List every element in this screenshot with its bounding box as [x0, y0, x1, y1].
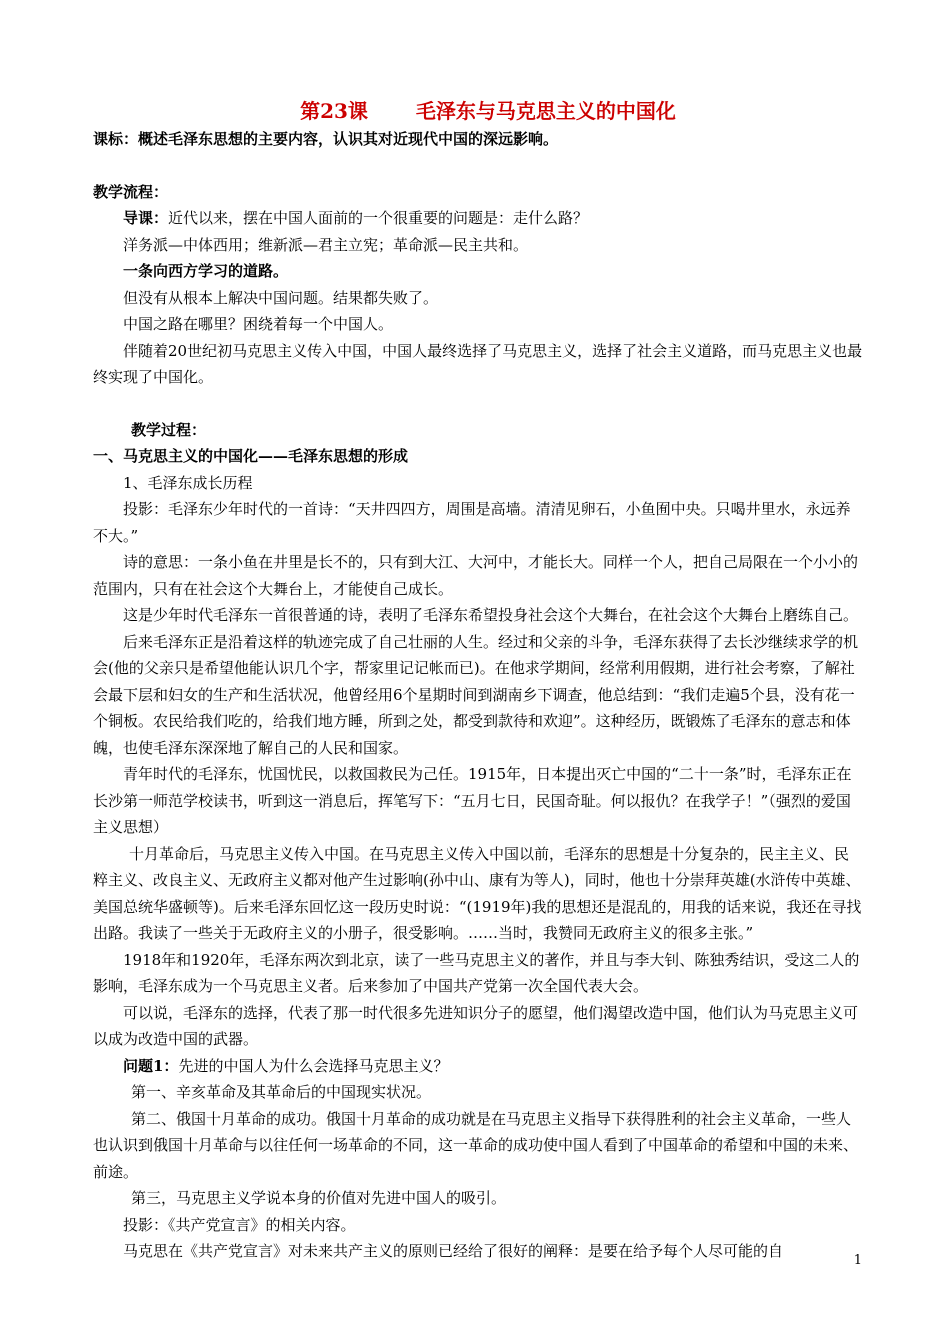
- projection-line: 投影：《共产党宣言》的相关内容。: [123, 1215, 356, 1234]
- where-line: 中国之路在哪里？困绕着每一个中国人。: [123, 315, 394, 333]
- answer-1: 第一、辛亥革命及其革命后的中国现实状况。: [131, 1083, 432, 1101]
- section-heading-1: 一、马克思主义的中国化——毛泽东思想的形成: [93, 447, 409, 465]
- youth-paragraph: 青年时代的毛泽东，忧国忧民，以救国救民为己任。1915年，日本提出灭亡中国的“二十一条”时，毛泽东正在长沙第一师范学校读书，听到这一消息后，挥笔写下：“五月七日，民国奇耻。何以报仇？在我学子！”（强烈的爱国主义思想）: [93, 765, 852, 836]
- question-1-label: 问题1：: [123, 1056, 179, 1075]
- process-heading: 教学过程：: [131, 420, 207, 439]
- subsection-1: 1、毛泽东成长历程: [123, 473, 253, 492]
- poem-paragraph: 投影：毛泽东少年时代的一首诗：“天井四四方，周围是高墙。清清见卵石，小鱼囿中央。只喝井里水，永远养不大。”: [93, 500, 851, 545]
- marx-paragraph: 伴随着20世纪初马克思主义传入中国，中国人最终选择了马克思主义，选择了社会主义道路，而马克思主义也最终实现了中国化。: [93, 341, 863, 386]
- question-1-text: 先进的中国人为什么会选择马克思主义？: [178, 1056, 449, 1075]
- west-line: 一条向西方学习的道路。: [123, 262, 289, 280]
- fail-line: 但没有从根本上解决中国问题。结果都失败了。: [123, 288, 439, 307]
- intro-label: 导课：: [123, 209, 169, 227]
- beijing-paragraph: 1918年和1920年，毛泽东两次到北京，读了一些马克思主义的著作，并且与李大钊、陈独秀结识，受这二人的影响，毛泽东成为一个马克思主义者。后来参加了中国共产党第一次全国代表大会。: [93, 950, 860, 995]
- lesson-title: 毛泽东与马克思主义的中国化: [415, 99, 676, 123]
- answer-2: 第二、俄国十月革命的成功。俄国十月革命的成功就是在马克思主义指导下获得胜利的社会主义革命，一些人也认识到俄国十月革命与以往任何一场革命的不同，这一革命的成功使中国人看到了中国革命的希望和中国的未来、前途。: [93, 1109, 859, 1181]
- later-life-paragraph: 后来毛泽东正是沿着这样的轨迹完成了自己壮丽的人生。经过和父亲的斗争，毛泽东获得了去长沙继续求学的机会(他的父亲只是希望他能认识几个字，帮家里记记帐而已)。在他求学期间，经常利用假期，进行社会考察，了解社会最下层和妇女的生产和生活状况，他曾经用6个星期时间到湖南乡下调查，他总结到：“我们走遍5个县，没有花一个铜板。农民给我们吃的，给我们地方睡，所到之处，都受到款待和欢迎”。这种经历，既锻炼了毛泽东的意志和体魄，也使毛泽东深深地了解自己的人民和国家。: [93, 632, 859, 757]
- paths-line: 洋务派—中体西用；维新派—君主立宪；革命派—民主共和。: [123, 235, 529, 254]
- answer-3: 第三，马克思主义学说本身的价值对先进中国人的吸引。: [131, 1189, 507, 1207]
- intro-paragraph: [93, 205, 863, 232]
- flow-heading: 教学流程：: [93, 182, 169, 201]
- page-title: [93, 96, 863, 126]
- intro-text: 近代以来，摆在中国人面前的一个很重要的问题是：走什么路？: [168, 209, 589, 227]
- question-1: [93, 1053, 863, 1080]
- lesson-number: 第23课: [300, 99, 368, 123]
- curriculum-standard: 课标：概述毛泽东思想的主要内容，认识其对近现代中国的深远影响。: [93, 130, 559, 148]
- poem-meaning-paragraph: 诗的意思：一条小鱼在井里是长不的，只有到大江、大河中，才能长大。同样一个人，把自己局限在一个小小的范围内，只有在社会这个大舞台上，才能使自己成长。: [93, 553, 859, 598]
- page-number: 1: [853, 1253, 862, 1268]
- poem-comment-paragraph: 这是少年时代毛泽东一首很普通的诗，表明了毛泽东希望投身社会这个大舞台，在社会这个大舞台上磨练自己。: [123, 606, 859, 624]
- document-body: [93, 96, 863, 1265]
- choice-paragraph: 可以说，毛泽东的选择，代表了那一时代很多先进知识分子的愿望，他们渴望改造中国，他们认为马克思主义可以成为改造中国的武器。: [93, 1003, 859, 1048]
- manifesto-paragraph: 马克思在《共产党宣言》对未来共产主义的原则已经给了很好的阐释：是要在给予每个人尽可能的自: [123, 1242, 784, 1260]
- october-revolution-paragraph: 十月革命后，马克思主义传入中国。在马克思主义传入中国以前，毛泽东的思想是十分复杂的，民主主义、民粹主义、改良主义、无政府主义都对他产生过影响(孙中山、康有为等人)，同时，他也十分崇拜英雄(水浒传中英雄、美国总统华盛顿等)。后来毛泽东回忆这一段历史时说：“(1919年)我的思想还是混乱的，用我的话来说，我还在寻找出路。我读了一些关于无政府主义的小册子，很受影响。……当时，我赞同无政府主义的很多主张。”: [93, 844, 862, 942]
